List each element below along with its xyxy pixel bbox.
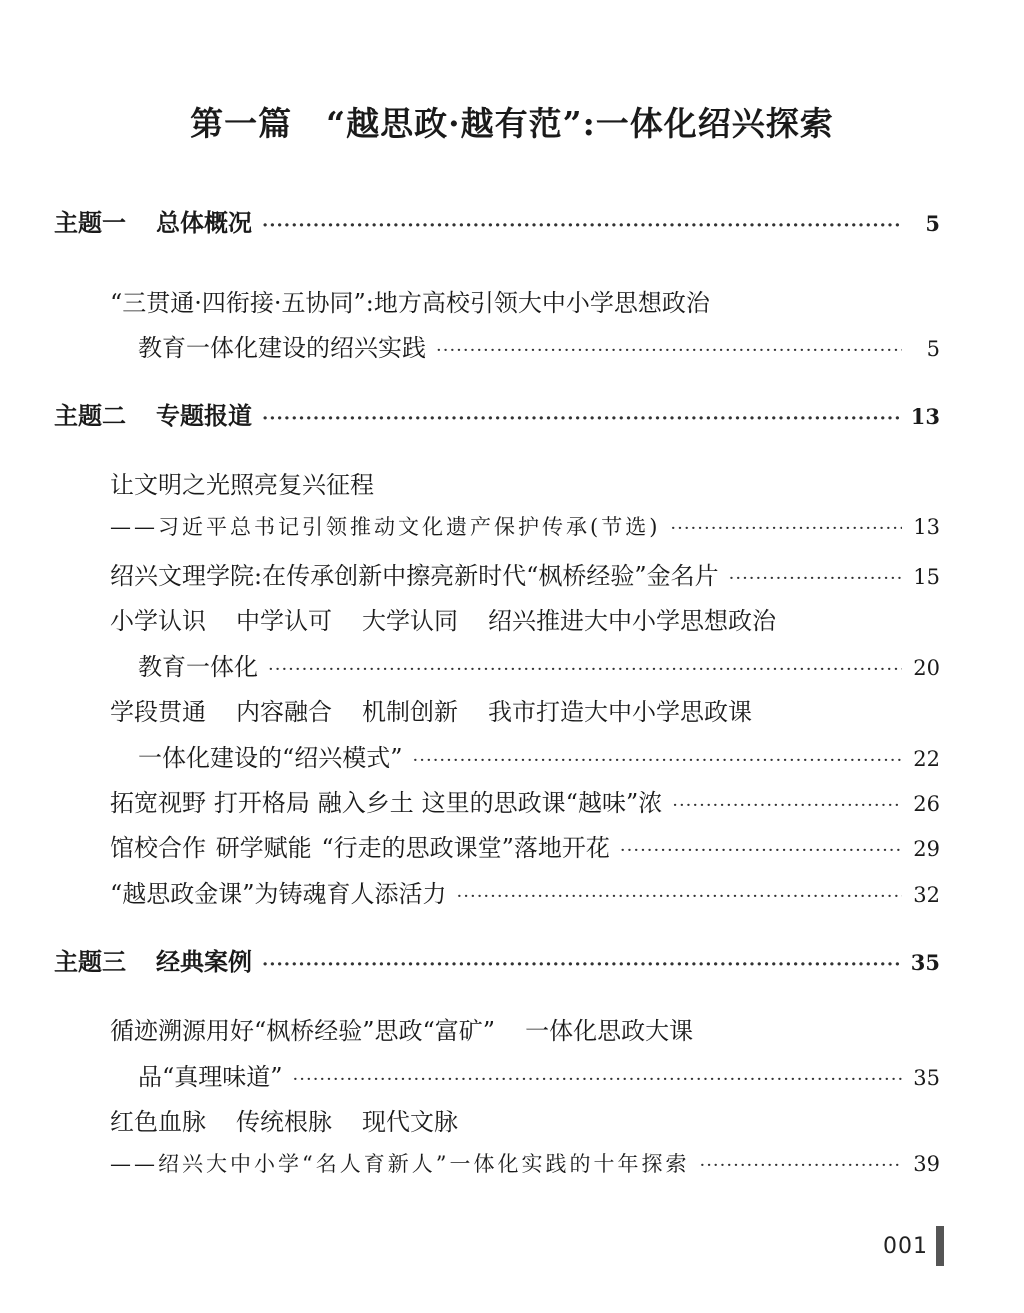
leader-dots: [620, 840, 902, 861]
toc-entry-8[interactable]: [110, 874, 940, 909]
entry-title-part: 打开格局: [213, 789, 310, 817]
entry-title-part: 馆校合作: [110, 834, 206, 862]
theme-number: 主题一: [54, 208, 126, 237]
toc-entry-5-line1[interactable]: [110, 692, 940, 727]
theme-name: 经典案例: [156, 947, 252, 976]
toc-theme-1[interactable]: [54, 203, 940, 238]
leader-dots: [672, 795, 902, 816]
leader-dots: [457, 886, 902, 907]
entry-title-part: 一体化思政大课: [525, 1017, 694, 1045]
toc-entry-2-line1[interactable]: [110, 465, 940, 500]
leader-dots: [699, 1155, 902, 1176]
leader-dots: [293, 1069, 902, 1090]
entry-title-part: 小学认识: [110, 607, 206, 635]
entry-title-cont: 一体化建设的“绍兴模式”: [138, 744, 403, 772]
theme-number: 主题二: [54, 401, 126, 430]
entry-title-part: “行走的思政课堂”落地开花: [321, 834, 610, 862]
entry-title-part: 机制创新: [362, 698, 458, 726]
entry-subtitle: ——习近平总书记引领推动文化遗产保护传承(节选): [110, 515, 661, 539]
page-ref: 32: [913, 883, 940, 907]
entry-title-part: 中学认可: [236, 607, 332, 635]
entry-title-part: 循迹溯源用好“枫桥经验”思政“富矿”: [110, 1017, 496, 1045]
page-ref: 13: [910, 404, 940, 429]
entry-title-part: 绍兴推进大中小学思想政治: [488, 607, 776, 635]
leader-dots: [262, 215, 902, 236]
theme-name: 专题报道: [156, 401, 252, 430]
toc-entry-6[interactable]: [110, 783, 940, 818]
toc-entry-5-line2[interactable]: [138, 738, 940, 773]
entry-title-part: 我市打造大中小学思政课: [488, 698, 752, 726]
page-ref: 13: [913, 515, 940, 539]
entry-title: 绍兴文理学院:在传承创新中擦亮新时代“枫桥经验”金名片: [110, 562, 719, 590]
page-ref: 20: [913, 656, 940, 680]
entry-title-part: 传统根脉: [236, 1108, 332, 1136]
leader-dots: [670, 518, 902, 539]
entry-title-part: 学段贯通: [110, 698, 206, 726]
toc-entry-1-line2[interactable]: [138, 328, 940, 363]
page-ref: 39: [913, 1152, 940, 1176]
theme-number: 主题三: [54, 947, 126, 976]
entry-subtitle: ——绍兴大中小学“名人育新人”一体化实践的十年探索: [110, 1152, 690, 1176]
page-marker-bar: [936, 1226, 944, 1266]
toc-entry-9-line2[interactable]: [138, 1057, 940, 1092]
theme-name: 总体概况: [156, 208, 252, 237]
page-title: 第一篇 “越思政·越有范”:一体化绍兴探索: [190, 104, 834, 143]
page-ref: 5: [925, 211, 940, 236]
page-ref: 5: [926, 337, 940, 361]
page-ref: 29: [913, 837, 940, 861]
toc-entry-10-line2[interactable]: [110, 1148, 940, 1178]
toc-entry-9-line1[interactable]: [110, 1011, 940, 1046]
entry-title-part: 这里的思政课“越味”浓: [421, 789, 663, 817]
toc-theme-3[interactable]: [54, 942, 940, 977]
toc-entry-4-line1[interactable]: [110, 601, 940, 636]
entry-title: 让文明之光照亮复兴征程: [110, 471, 374, 499]
leader-dots: [262, 954, 901, 975]
entry-title-part: 大学认同: [362, 607, 458, 635]
entry-title-part: 内容融合: [236, 698, 332, 726]
page-number: 001: [883, 1233, 928, 1259]
page-ref: 35: [910, 950, 940, 975]
entry-title-part: 研学赋能: [215, 834, 312, 862]
leader-dots: [268, 659, 902, 680]
leader-dots: [262, 408, 901, 429]
toc-entry-1-line1[interactable]: [110, 283, 940, 318]
page-ref: 15: [913, 565, 940, 589]
entry-title-cont: 教育一体化: [138, 653, 258, 681]
entry-title-cont: 品“真理味道”: [138, 1063, 283, 1091]
entry-title: “越思政金课”为铸魂育人添活力: [110, 880, 447, 908]
leader-dots: [413, 750, 902, 771]
page-footer: [883, 1226, 944, 1266]
toc-entry-3[interactable]: [110, 556, 940, 591]
toc-theme-2[interactable]: [54, 396, 940, 431]
leader-dots: [436, 340, 902, 361]
entry-title-cont: 教育一体化建设的绍兴实践: [138, 334, 426, 362]
page-ref: 35: [913, 1066, 940, 1090]
entry-title-part: 红色血脉: [110, 1108, 206, 1136]
entry-title-part: 现代文脉: [362, 1108, 458, 1136]
toc-entry-10-line1[interactable]: [110, 1102, 940, 1137]
page-ref: 26: [913, 792, 940, 816]
toc-entry-2-line2[interactable]: [110, 511, 940, 541]
entry-title: “三贯通·四衔接·五协同”:地方高校引领大中小学思想政治: [110, 289, 710, 317]
toc-entry-7[interactable]: [110, 828, 940, 863]
page-ref: 22: [913, 747, 940, 771]
entry-title-part: 融入乡土: [317, 789, 414, 817]
entry-title-part: 拓宽视野: [110, 789, 206, 817]
toc-entry-4-line2[interactable]: [138, 647, 940, 682]
leader-dots: [729, 568, 902, 589]
